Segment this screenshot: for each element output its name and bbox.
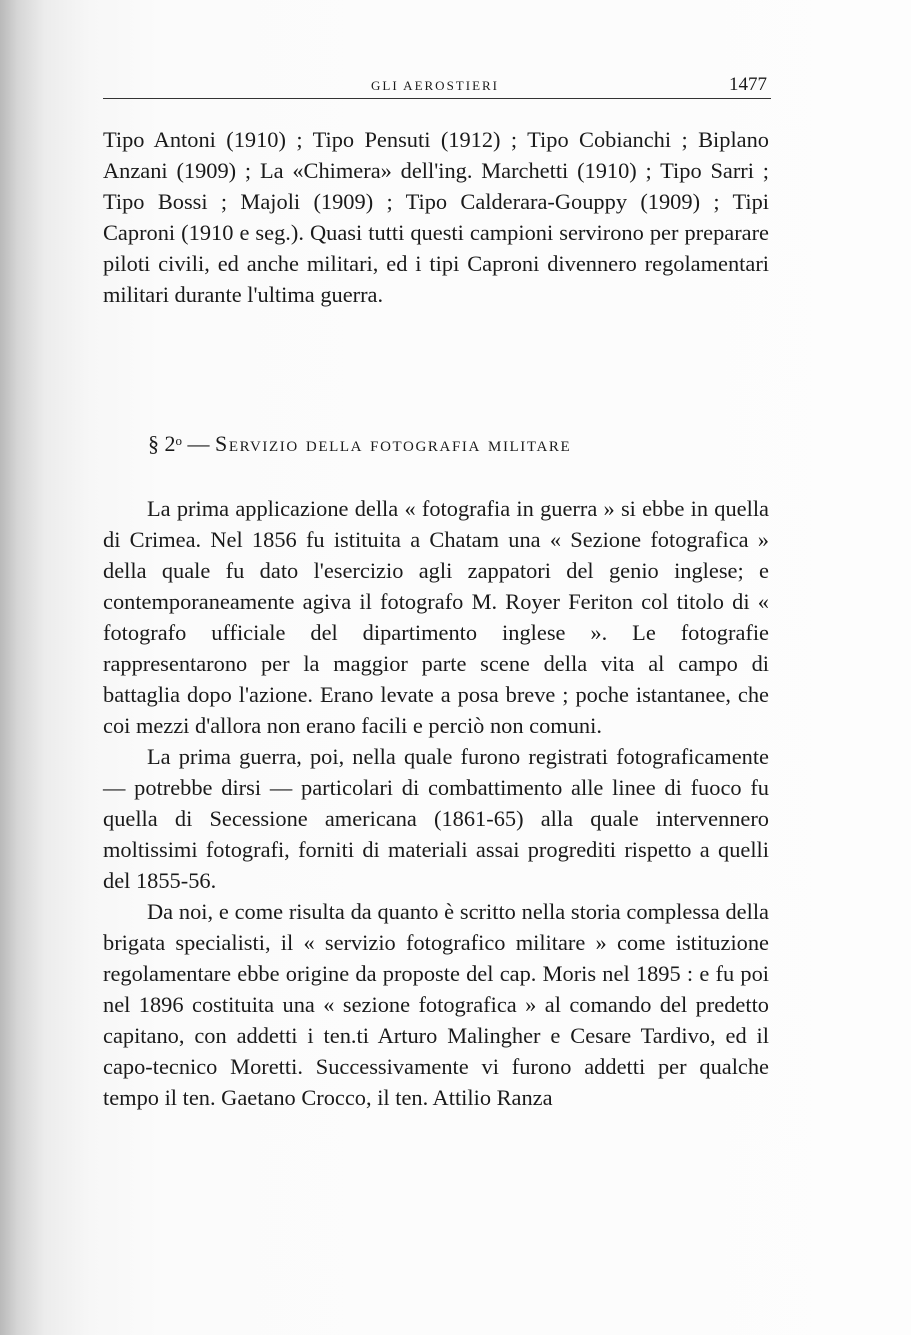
page-header [103, 74, 767, 98]
header-rule [103, 98, 771, 99]
paragraph: Tipo Antoni (1910) ; Tipo Pensuti (1912) ; Tipo Cobianchi ; Biplano Anzani (1909) ; La «Chimera» dell'ing. Marchetti (1910) ; Tipo Sarri ; Tipo Bossi ; Majoli (1909) ; Tipo Calderara-Gouppy (1909) ; Tipi Caproni (1910 e seg.). Quasi tutti questi campioni servirono per preparare piloti civili, ed anche militari, ed i tipi Caproni divennero regolamentari militari durante l'ultima guerra. [103, 127, 769, 307]
section-superscript: o [175, 433, 182, 448]
paragraph: Da noi, e come risulta da quanto è scritto nella storia complessa della brigata specialisti, il « servizio fotografico militare » come istituzione regolamentare ebbe origine da proposte del cap. Moris nel 1895 : e fu poi nel 1896 costituita una « sezione fotografica » al comando del predetto capitano, con addetti i ten.ti Arturo Malingher e Cesare Tardivo, ed il capo-tecnico Moretti. Successivamente vi furono addetti per qualche tempo il ten. Gaetano Crocco, il ten. Attilio Ranza [103, 899, 769, 1110]
running-title: GLI AEROSTIERI [370, 78, 500, 93]
text-block-main [103, 493, 769, 1113]
paragraph: La prima applicazione della « fotografia in guerra » si ebbe in quella di Crimea. Nel 1856 fu istituita a Chatam una « Sezione fotografica » della quale fu dato l'esercizio agli zappatori del genio inglese; e contemporaneamente agiva il fotografo M. Royer Feriton col titolo di « fotografo ufficiale del dipartimento inglese ». Le fotografie rappresentarono per la maggior parte scene della vita al campo di battaglia dopo l'azione. Erano levate a posa breve ; poche istantanee, che coi mezzi d'allora non erano facili e perciò non comuni. [103, 496, 769, 738]
text-block-top [103, 124, 769, 310]
section-heading [148, 431, 571, 457]
page-number: 1477 [729, 74, 767, 95]
paragraph: La prima guerra, poi, nella quale furono registrati fotograficamente — potrebbe dirsi — particolari di combattimento alle linee di fuoco fu quella di Secessione americana (1861-65) alla quale intervennero moltissimi fotografi, forniti di materiali assai progrediti rispetto a quelli del 1855-56. [103, 744, 769, 893]
section-symbol: § 2 [148, 431, 176, 456]
section-title: Servizio della fotografia militare [215, 431, 572, 456]
section-dash: — [187, 431, 210, 456]
